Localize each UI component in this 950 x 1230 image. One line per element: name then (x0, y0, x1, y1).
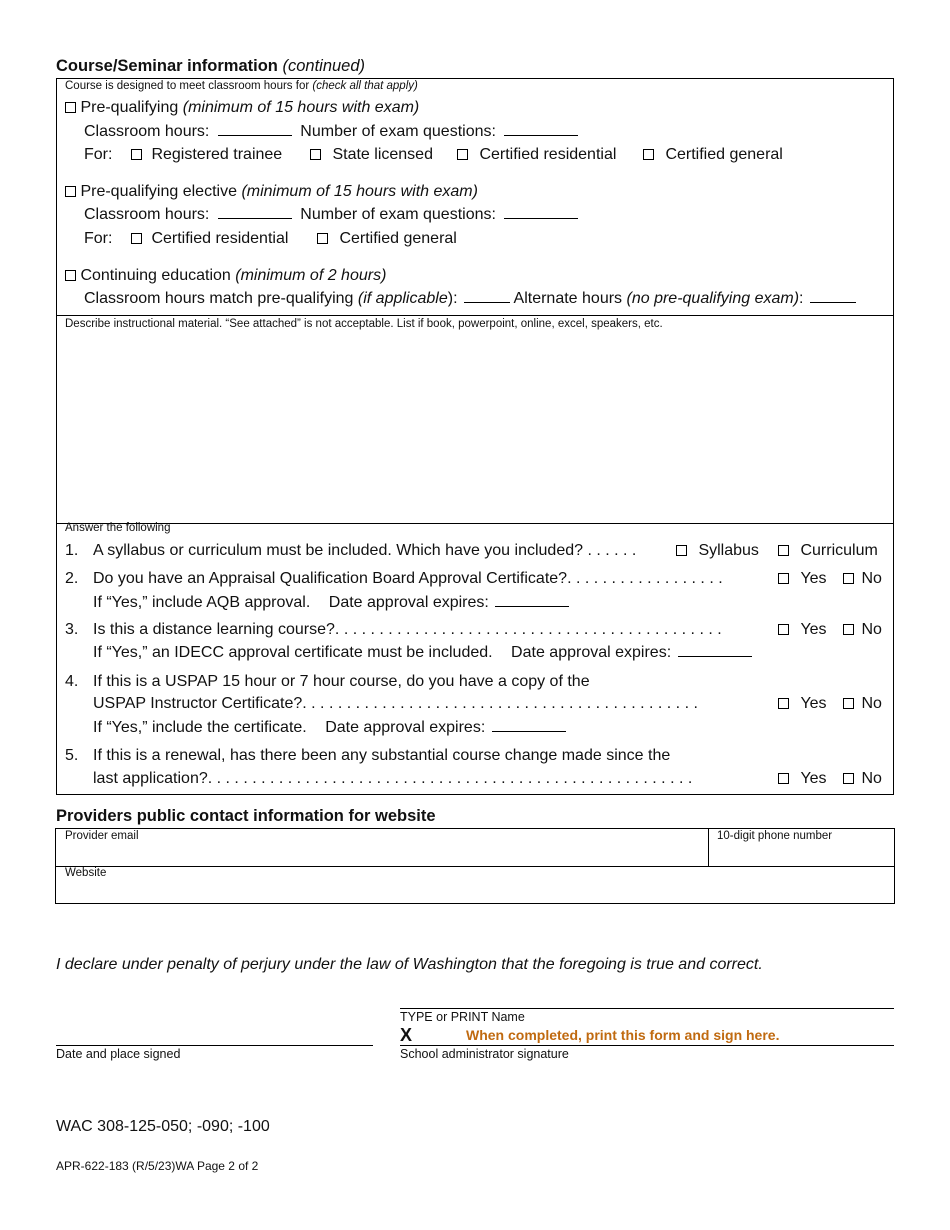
curriculum-label: Curriculum (800, 542, 878, 559)
prequal-checkbox[interactable] (65, 102, 76, 113)
q3-sub-text: If “Yes,” an IDECC approval certificate must be included. (93, 644, 493, 661)
prequal-questions-label: Number of exam questions: (300, 123, 496, 140)
answers-label: Answer the following (65, 522, 171, 534)
q4-leader-dots: . . . . . . . . . . . . . . . . . . . . . . . . . . . . . . . . . . . . . . . . . . . . . (302, 695, 698, 712)
q1-curriculum-option[interactable] (778, 542, 878, 560)
admin-signature-label: School administrator signature (400, 1047, 569, 1061)
elective-hours-field[interactable] (218, 217, 292, 219)
x-mark: X (400, 1025, 413, 1045)
q4-yes-checkbox[interactable] (778, 698, 789, 709)
elective-label: Pre-qualifying elective (80, 183, 237, 200)
q4-date-field[interactable] (492, 730, 566, 732)
elective-checkbox[interactable] (65, 186, 76, 197)
date-place-label: Date and place signed (56, 1047, 181, 1061)
declaration-text: I declare under penalty of perjury under the law of Washington that the foregoing is true and correct. (56, 956, 763, 973)
print-name-label: TYPE or PRINT Name (400, 1010, 525, 1024)
q3-no-option[interactable] (843, 621, 882, 639)
q5-text-line1: If this is a renewal, has there been any substantial course change made since the (93, 747, 671, 764)
q4-no-label: No (861, 695, 882, 712)
website-label: Website (65, 867, 107, 879)
q3-yes-label: Yes (800, 621, 827, 638)
ce-alt-end: : (799, 290, 804, 307)
website-field[interactable] (56, 867, 894, 903)
q2-yes-checkbox[interactable] (778, 573, 789, 584)
course-intro-text: Course is designed to meet classroom hours for (65, 80, 310, 92)
q4-sub (93, 719, 566, 737)
general-checkbox[interactable] (643, 149, 654, 160)
q2-number: 2. (65, 570, 79, 587)
ce-label: Continuing education (80, 267, 231, 284)
q4-text-line1: If this is a USPAP 15 hour or 7 hour course, do you have a copy of the (93, 673, 590, 690)
q3-number: 3. (65, 621, 79, 638)
q3-date-field[interactable] (678, 655, 752, 657)
q4-no-option[interactable] (843, 695, 882, 713)
elective-questions-label: Number of exam questions: (300, 206, 496, 223)
prequal-hours-field[interactable] (218, 134, 292, 136)
q2-leader-dots: . . . . . . . . . . . . . . . . . . (567, 570, 723, 587)
ce-match-field[interactable] (464, 301, 510, 303)
date-line (56, 1045, 373, 1046)
q5-yes-option[interactable] (778, 770, 827, 788)
elective-residential-checkbox[interactable] (131, 233, 142, 244)
q3-date-label: Date approval expires: (511, 644, 672, 661)
q4-yes-label: Yes (800, 695, 827, 712)
residential-checkbox[interactable] (457, 149, 468, 160)
prequal-option-general[interactable] (643, 146, 783, 164)
elective-note: (minimum of 15 hours with exam) (241, 183, 478, 200)
elective-questions-field[interactable] (504, 217, 578, 219)
elective-option-residential[interactable] (131, 230, 288, 248)
q1-text: A syllabus or curriculum must be included. Which have you included? . . . . . . (93, 542, 637, 559)
elective-option-general[interactable] (317, 230, 457, 248)
elective-residential-label: Certified residential (151, 230, 289, 247)
provider-email-label: Provider email (65, 830, 139, 842)
q2-no-option[interactable] (843, 570, 882, 588)
contact-title: Providers public contact information for website (56, 807, 436, 825)
ce-match-end: ): (447, 290, 458, 307)
q4-date-label: Date approval expires: (325, 719, 486, 736)
q4-text-line2 (93, 695, 698, 713)
q5-no-label: No (861, 770, 882, 787)
licensed-checkbox[interactable] (310, 149, 321, 160)
prequal-label: Pre-qualifying (80, 99, 179, 116)
q3-sub (93, 644, 752, 662)
section-title-text: Course/Seminar information (56, 57, 278, 75)
q2-question: Do you have an Appraisal Qualification Board Approval Certificate? (93, 570, 568, 587)
ce-alt-field[interactable] (810, 301, 856, 303)
describe-box[interactable] (56, 315, 894, 524)
q1-syllabus-option[interactable] (676, 542, 759, 560)
q1-number: 1. (65, 542, 79, 559)
q4-no-checkbox[interactable] (843, 698, 854, 709)
residential-label: Certified residential (479, 146, 617, 163)
q5-yes-label: Yes (800, 770, 827, 787)
elective-for-label: For: (84, 230, 113, 247)
ce-checkbox[interactable] (65, 270, 76, 281)
provider-email-field[interactable] (56, 829, 708, 866)
date-place-field[interactable] (56, 1022, 373, 1044)
q5-question: last application? (93, 770, 208, 787)
ce-match-label: Classroom hours match pre-qualifying (84, 290, 354, 307)
ce-alt-note: (no pre-qualifying exam) (626, 290, 800, 307)
q2-sub (93, 594, 569, 612)
prequal-for-label: For: (84, 146, 113, 163)
form-id: APR-622-183 (R/5/23)WA Page 2 of 2 (56, 1159, 259, 1173)
q2-date-label: Date approval expires: (328, 594, 489, 611)
signature-line (400, 1045, 894, 1046)
q3-no-checkbox[interactable] (843, 624, 854, 635)
q5-no-option[interactable] (843, 770, 882, 788)
sign-here-note: When completed, print this form and sign here. (466, 1027, 780, 1043)
q2-no-checkbox[interactable] (843, 573, 854, 584)
trainee-label: Registered trainee (151, 146, 283, 163)
ce-row (65, 267, 386, 285)
q5-number: 5. (65, 747, 79, 764)
q3-no-label: No (861, 621, 882, 638)
q2-yes-label: Yes (800, 570, 827, 587)
phone-label: 10-digit phone number (717, 830, 833, 842)
q5-yes-checkbox[interactable] (778, 773, 789, 784)
q4-question: USPAP Instructor Certificate? (93, 695, 303, 712)
elective-hours-row (84, 206, 578, 224)
course-intro (65, 80, 418, 92)
q4-sub-text: If “Yes,” include the certificate. (93, 719, 307, 736)
prequal-hours-row (84, 123, 578, 141)
q3-question: Is this a distance learning course? (93, 621, 335, 638)
q5-leader-dots: . . . . . . . . . . . . . . . . . . . . . . . . . . . . . . . . . . . . . . . . . . . . . . . . . . . . . . . (207, 770, 693, 787)
q3-yes-checkbox[interactable] (778, 624, 789, 635)
elective-row (65, 183, 478, 201)
ce-match-note: (if applicable (357, 290, 448, 307)
licensed-label: State licensed (332, 146, 433, 163)
describe-label: Describe instructional material. “See attached” is not acceptable. List if book, powerpoint, online, excel, speakers, etc. (65, 318, 663, 330)
general-label: Certified general (665, 146, 783, 163)
ce-alt-label: Alternate hours (513, 290, 623, 307)
elective-hours-label: Classroom hours: (84, 206, 210, 223)
q2-text (93, 570, 723, 588)
prequal-option-licensed[interactable] (310, 146, 433, 164)
q3-yes-option[interactable] (778, 621, 827, 639)
prequal-note: (minimum of 15 hours with exam) (182, 99, 420, 116)
section-title (56, 57, 365, 76)
ce-note: (minimum of 2 hours) (235, 267, 387, 284)
q3-text (93, 621, 722, 639)
course-intro-note: (check all that apply) (312, 80, 418, 92)
prequal-hours-label: Classroom hours: (84, 123, 210, 140)
q3-leader-dots: . . . . . . . . . . . . . . . . . . . . . . . . . . . . . . . . . . . . . . . . . . . . (334, 621, 722, 638)
q4-yes-option[interactable] (778, 695, 827, 713)
q4-number: 4. (65, 673, 79, 690)
elective-general-checkbox[interactable] (317, 233, 328, 244)
curriculum-checkbox[interactable] (778, 545, 789, 556)
prequal-row (65, 99, 419, 117)
prequal-questions-field[interactable] (504, 134, 578, 136)
q2-no-label: No (861, 570, 882, 587)
q5-no-checkbox[interactable] (843, 773, 854, 784)
prequal-option-trainee[interactable] (131, 146, 282, 164)
q2-yes-option[interactable] (778, 570, 827, 588)
wac-reference: WAC 308-125-050; -090; -100 (56, 1118, 270, 1135)
trainee-checkbox[interactable] (131, 149, 142, 160)
q5-text-line2 (93, 770, 692, 788)
q2-sub-text: If “Yes,” include AQB approval. (93, 594, 311, 611)
syllabus-label: Syllabus (698, 542, 759, 559)
q2-date-field[interactable] (495, 605, 569, 607)
syllabus-checkbox[interactable] (676, 545, 687, 556)
prequal-option-residential[interactable] (457, 146, 616, 164)
elective-general-label: Certified general (339, 230, 457, 247)
ce-hours-row (84, 290, 856, 308)
section-title-suffix: (continued) (282, 57, 366, 75)
